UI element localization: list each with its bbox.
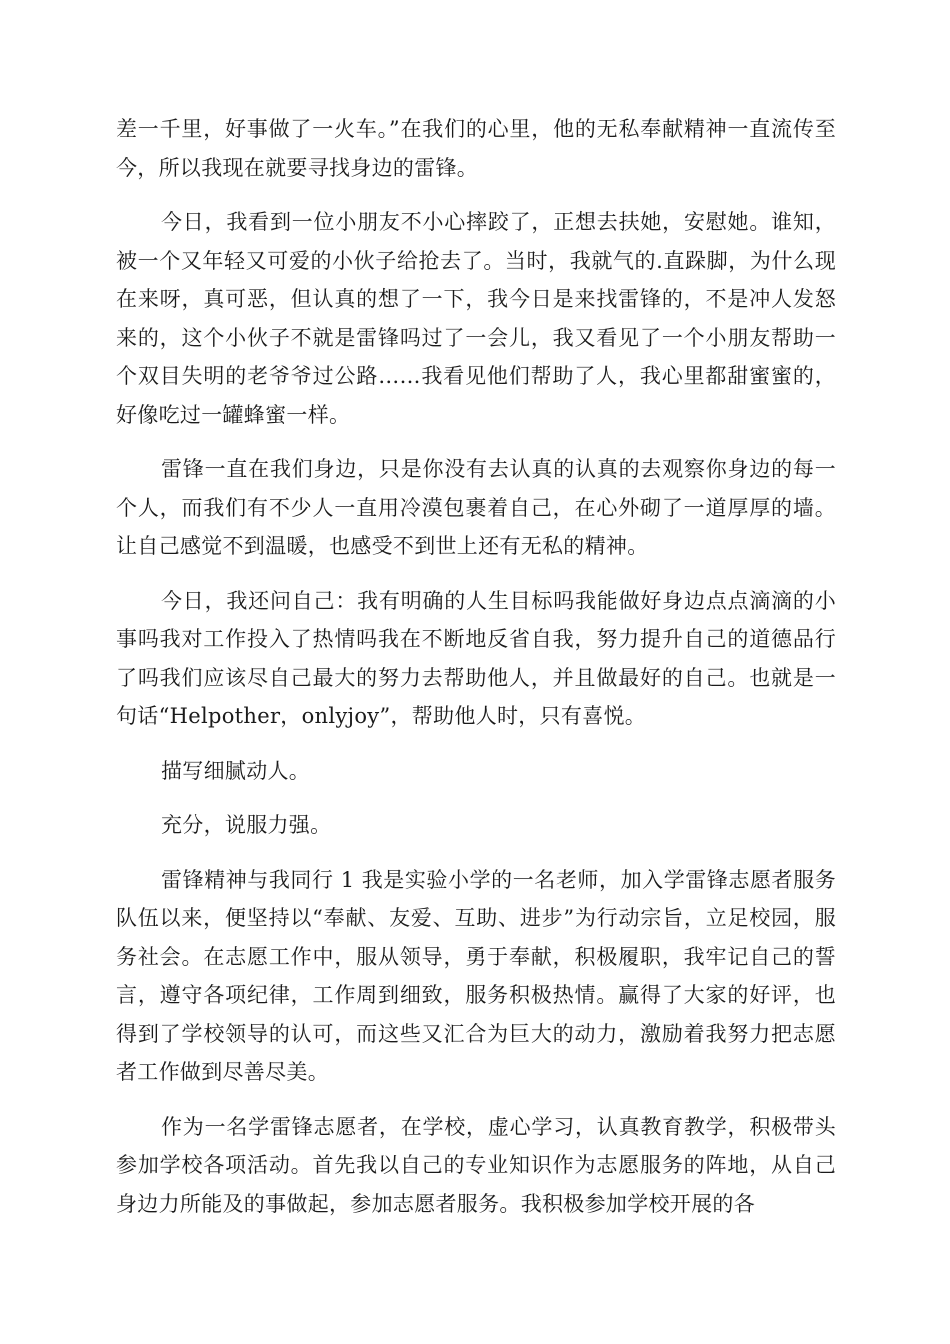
paragraph-3: 雷锋一直在我们身边，只是你没有去认真的认真的去观察你身边的每一个人，而我们有不少人一直用冷漠包裹着自己，在心外砌了一道厚厚的墙。让自己感觉不到温暖，也感受不到世上还有无私的精神。 [116, 457, 836, 558]
paragraph-7: 雷锋精神与我同行 1 我是实验小学的一名老师，加入学雷锋志愿者服务队伍以来，便坚持以“奉献、友爱、互助、进步”为行动宗旨，立足校园，服务社会。在志愿工作中，服从领导，勇于奉献，积极履职，我牢记自己的誓言，遵守各项纪律，工作周到细致，服务积极热情。赢得了大家的好评，也得到了学校领导的认可，而这些又汇合为巨大的动力，激励着我努力把志愿者工作做到尽善尽美。 [116, 867, 836, 1084]
paragraph-2: 今日，我看到一位小朋友不小心摔跤了，正想去扶她，安慰她。谁知，被一个又年轻又可爱的小伙子给抢去了。当时，我就气的.直跺脚，为什么现在来呀，真可恶，但认真的想了一下，我今日是来找雷锋的，不是冲人发怒来的，这个小伙子不就是雷锋吗过了一会儿，我又看见了一个小朋友帮助一个双目失明的老爷爷过公路……我看见他们帮助了人，我心里都甜蜜蜜的，好像吃过一罐蜂蜜一样。 [116, 210, 836, 427]
paragraph-6: 充分，说服力强。 [161, 813, 332, 837]
paragraph-4: 今日，我还问自己：我有明确的人生目标吗我能做好身边点点滴滴的小事吗我对工作投入了热情吗我在不断地反省自我，努力提升自己的道德品行了吗我们应该尽自己最大的努力去帮助他人，并且做最好的自己。也就是一句话“Helpother，onlyjoy”，帮助他人时，只有喜悦。 [116, 588, 836, 728]
paragraph-8: 作为一名学雷锋志愿者，在学校，虚心学习，认真教育教学，积极带头参加学校各项活动。首先我以自己的专业知识作为志愿服务的阵地，从自己身边力所能及的事做起，参加志愿者服务。我积极参加学校开展的各 [116, 1114, 836, 1216]
paragraph-5: 描写细腻动人。 [161, 758, 311, 783]
paragraph-1: 差一千里，好事做了一火车。”在我们的心里，他的无私奉献精神一直流传至今，所以我现在就要寻找身边的雷锋。 [116, 117, 836, 180]
document-body [116, 110, 836, 1239]
